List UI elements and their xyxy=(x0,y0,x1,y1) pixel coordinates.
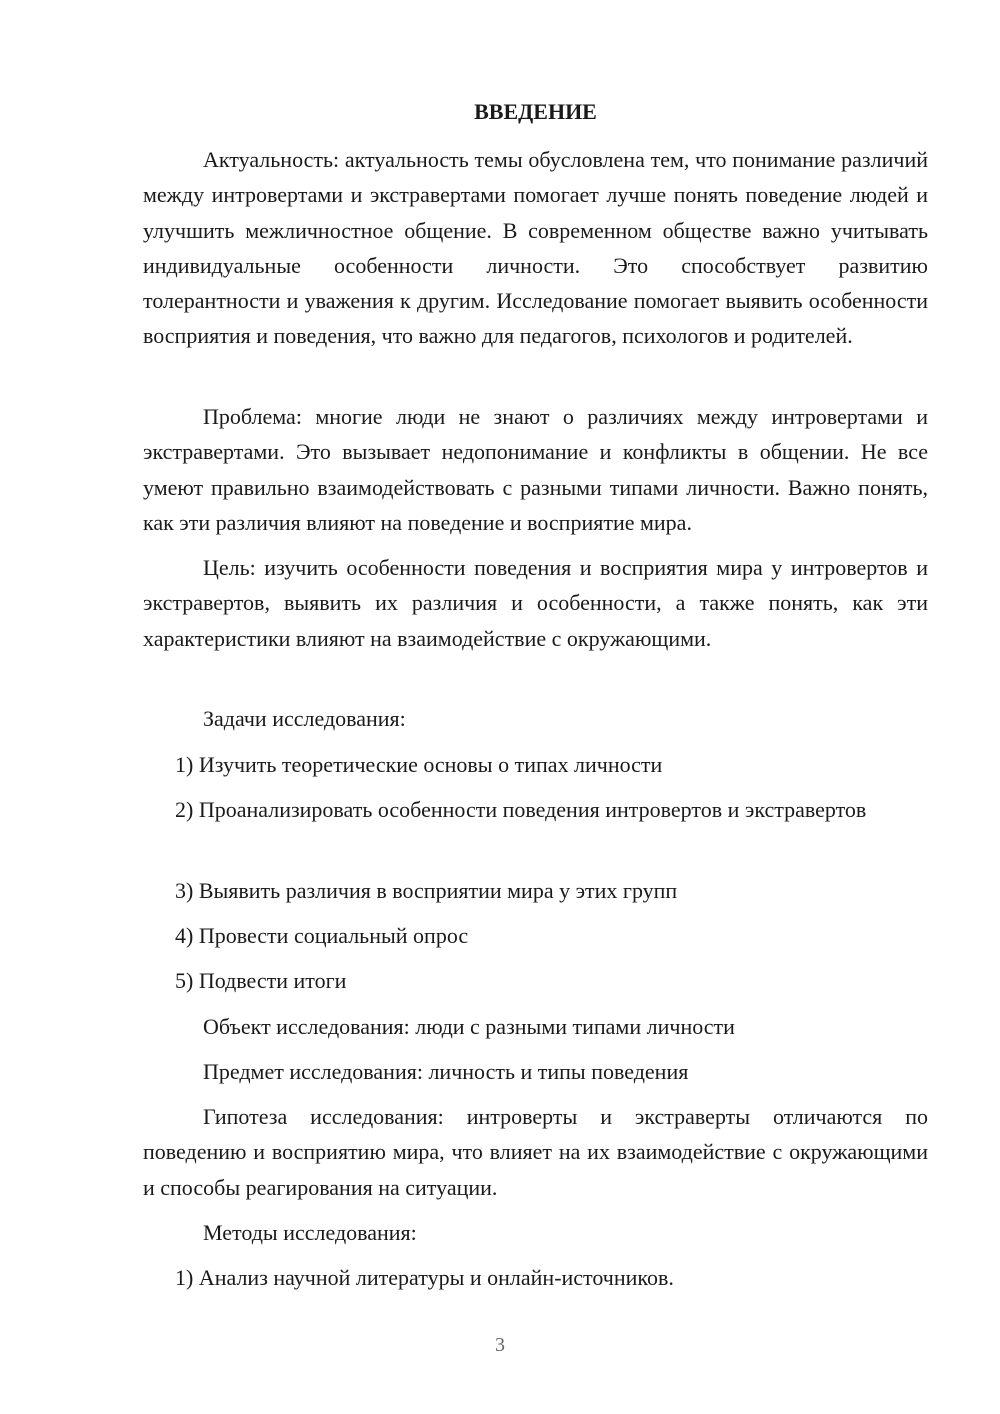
methods-heading: Методы исследования: xyxy=(203,1220,417,1245)
paragraph-problem: Проблема: многие люди не знают о различиях между интровертами и экстравертами. Это вызывает недопонимание и конфликты в общении. Не все умеют правильно взаимодействовать с разными типами личности. Важно понять, как эти различия влияют на поведение и восприятие мира. xyxy=(143,404,928,535)
task-item-3: 3) Выявить различия в восприятии мира у этих групп xyxy=(175,878,678,903)
paragraph-subject: Предмет исследования: личность и типы поведения xyxy=(203,1059,689,1084)
task-item-5: 5) Подвести итоги xyxy=(175,968,347,993)
method-item-1: 1) Анализ научной литературы и онлайн-источников. xyxy=(175,1265,674,1290)
paragraph-goal: Цель: изучить особенности поведения и восприятия мира у интровертов и экстравертов, выявить их различия и особенности, а также понять, как эти характеристики влияют на взаимодействие с окружающими. xyxy=(143,555,928,651)
task-item-2: 2) Проанализировать особенности поведения интровертов и экстравертов xyxy=(175,797,867,822)
paragraph-object: Объект исследования: люди с разными типами личности xyxy=(203,1014,735,1039)
task-item-1: 1) Изучить теоретические основы о типах личности xyxy=(175,752,663,777)
tasks-heading: Задачи исследования: xyxy=(203,706,406,731)
paragraph-hypothesis: Гипотеза исследования: интроверты и экстраверты отличаются по поведению и восприятию мира, что влияет на их взаимодействие с окружающими и способы реагирования на ситуации. xyxy=(143,1104,928,1200)
page-number: 3 xyxy=(495,1334,505,1356)
task-item-4: 4) Провести социальный опрос xyxy=(175,923,469,948)
page-title: ВВЕДЕНИЕ xyxy=(474,99,597,124)
paragraph-relevance: Актуальность: актуальность темы обусловлена тем, что понимание различий между интровертами и экстравертами помогает лучше понять поведение людей и улучшить межличностное общение. В современном обществе важно учитывать индивидуальные особенности личности. Это способствует развитию толерантности и уважения к другим. Исследование помогает выявить особенности восприятия и поведения, что важно для педагогов, психологов и родителей. xyxy=(143,147,928,349)
